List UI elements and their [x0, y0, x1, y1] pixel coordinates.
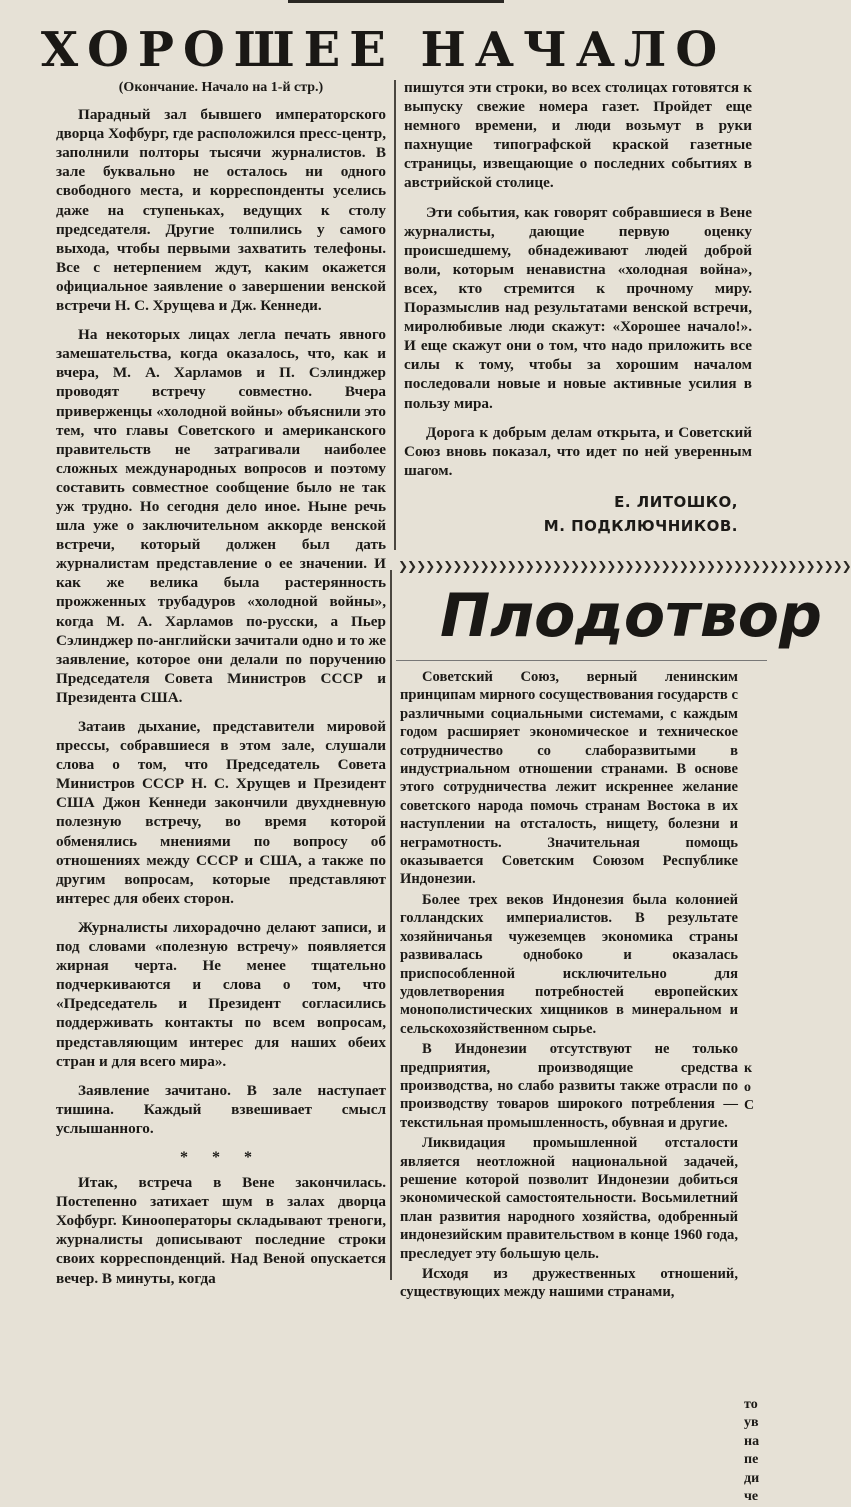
decorative-border: ❯❯❯❯❯❯❯❯❯❯❯❯❯❯❯❯❯❯❯❯❯❯❯❯❯❯❯❯❯❯❯❯❯❯❯❯❯❯❯❯❯❯❯❯❯❯❯❯❯❯: [398, 559, 851, 573]
paragraph: На некоторых лицах легла печать явного замешательства, когда оказалось, что, как и вчера, М. А. Харламов и П. Сэлинджер проводят встречу совместно. Вчера приверженцы «холодной войны» объяснили это тем, что главы Советского и американского правительств не затрагивали наиболее сложных международных вопросов и поэтому составить совместное сообщение было не так уж трудно. Но сегодня дело иное. Ныне речь шла уже о заключительном аккорде венской встречи, который должен был дать журналистам представление о ее значении. И как же велика была растерянность прожженных трубадуров «холодной войны», когда М. А. Харламов по-русски, а Пьер Сэлинджер по-английски зачитали одно и то же заявление, которое они делали по поручению Председателя Совета Министров СССР и Президента США.: [56, 326, 386, 706]
text-fragment: пе: [744, 1452, 759, 1467]
top-rule: [288, 0, 504, 3]
author-signature: М. ПОДКЛЮЧНИКОВ.: [543, 516, 738, 535]
text-fragment: на: [744, 1433, 760, 1449]
second-article-headline: Плодотвор: [440, 581, 822, 651]
text-fragment: че: [744, 1489, 759, 1504]
text-fragment: ув: [744, 1415, 759, 1430]
second-article-body: [400, 668, 738, 1304]
paragraph: Исходя из дружественных отношений, существующих между нашими странами,: [400, 1266, 738, 1301]
text-fragment: С: [744, 1098, 755, 1113]
author-signature: Е. ЛИТОШКО,: [614, 492, 738, 511]
paragraph: пишутся эти строки, во всех столицах готовятся к выпуску свежие номера газет. Пройдет еще немного времени, и люди возьмут в руки пахнущие типографской краской газетные страницы, извещающие о последних событиях в австрийской столице.: [404, 79, 752, 192]
text-fragment: о: [744, 1079, 751, 1095]
adjacent-column-fragments: [744, 690, 767, 1507]
right-column: [404, 78, 752, 538]
paragraph: Дорога к добрым делам открыта, и Советский Союз вновь показал, что идет по ней уверенным шагом.: [404, 423, 752, 479]
column-divider-lower: [390, 570, 392, 1280]
paragraph: Итак, встреча в Вене закончилась. Постепенно затихает шум в залах дворца Хофбург. Кинооператоры складывают треноги, журналисты дописывают последние строки своих корреспонденций. Над Веной опускается вечер. В минуты, когда: [56, 1174, 386, 1287]
paragraph: В Индонезии отсутствуют не только предприятия, производящие средства производства, но слабо развиты также отрасли по производству товаров широкого потребления — текстильная промышленность, обувная и другие.: [400, 1041, 738, 1131]
paragraph: Советский Союз, верный ленинским принципам мирного сосуществования государств с различными социальными системами, с каждым годом расширяет экономическое и техническое сотрудничество со слаборазвитыми в индустриальном отношении странами. В основе этого сотрудничества лежит искреннее желание советского народа помочь странам Востока в их наступлении на отсталость, нищету, болезни и неграмотность. Значительная помощь оказывается Советским Союзом Республике Индонезии.: [400, 669, 738, 888]
paragraph: Журналисты лихорадочно делают записи, и под словами «полезную встречу» появляется жирная черта. Не менее тщательно подчеркиваются и слова о том, что «Председатель и Президент согласились поддерживать контакты по всем вопросам, представляющим интерес для наших обеих стран и для всего мира».: [56, 918, 386, 1070]
article-headline: ХОРОШЕЕ НАЧАЛО: [40, 22, 727, 78]
section-separator: * * *: [180, 1148, 262, 1166]
paragraph: Более трех веков Индонезия была колонией голландских империалистов. В результате хозяйничанья чужеземцев экономика страны развивалась однобоко и оказалась приспособленной исключительно для удовлетворения потребностей европейских монополистических хищников в минеральном и сельскохозяйственном сырье.: [400, 891, 738, 1037]
left-column: [56, 78, 386, 1298]
text-fragment: то: [744, 1396, 758, 1412]
column-divider: [394, 80, 396, 550]
paragraph: Заявление зачитано. В зале наступает тишина. Каждый взвешивает смысл услышанного.: [56, 1081, 386, 1137]
paragraph: Парадный зал бывшего императорского дворца Хофбург, где расположился пресс-центр, заполнили полторы тысячи журналистов. В зале буквально не осталось ни одного свободного места, и корреспонденты уселись даже на ступеньках, ведущих к столу председателя. Другие толпились у самого выхода, чтобы первыми захватить телефоны. Все с нетерпением ждут, каким окажется официальное заявление о завершении венской встречи Н. С. Хрущева и Дж. Кеннеди.: [56, 106, 386, 315]
text-fragment: к: [744, 1061, 753, 1076]
text-fragment: ди: [744, 1470, 760, 1486]
headline-rule: [396, 660, 767, 661]
paragraph: Ликвидация промышленной отсталости является неотложной национальной задачей, решение которой позволит Индонезии добиться экономической самостоятельности. Восьмилетний план развития народного хозяйства, одобренный индонезийским правительством в конце 1960 года, преследует эту большую цель.: [400, 1135, 738, 1262]
paragraph: Затаив дыхание, представители мировой прессы, собравшиеся в этом зале, слушали слова о том, что Председатель Совета Министров СССР Н. С. Хрущев и Президент США Джон Кеннеди закончили двухдневную полезную встречу, во время которой обменялись мнениями по вопросу об отношениях между СССР и США, а также по другим вопросам, которые представляют интерес для обеих сторон.: [56, 718, 386, 907]
continuation-note: (Окончание. Начало на 1-й стр.): [118, 80, 324, 95]
paragraph: Эти события, как говорят собравшиеся в Вене журналисты, дающие первую оценку происшедшему, обнадеживают людей доброй воли, которым ненавистна «холодная война», всех, кто стремится к прочному миру. Поразмыслив над результатами венской встречи, миролюбивые люди скажут: «Хорошее начало!». И еще скажут они о том, что надо приложить все силы к тому, чтобы за хорошим началом последовали новые и новые активные усилия в пользу мира.: [404, 203, 752, 412]
